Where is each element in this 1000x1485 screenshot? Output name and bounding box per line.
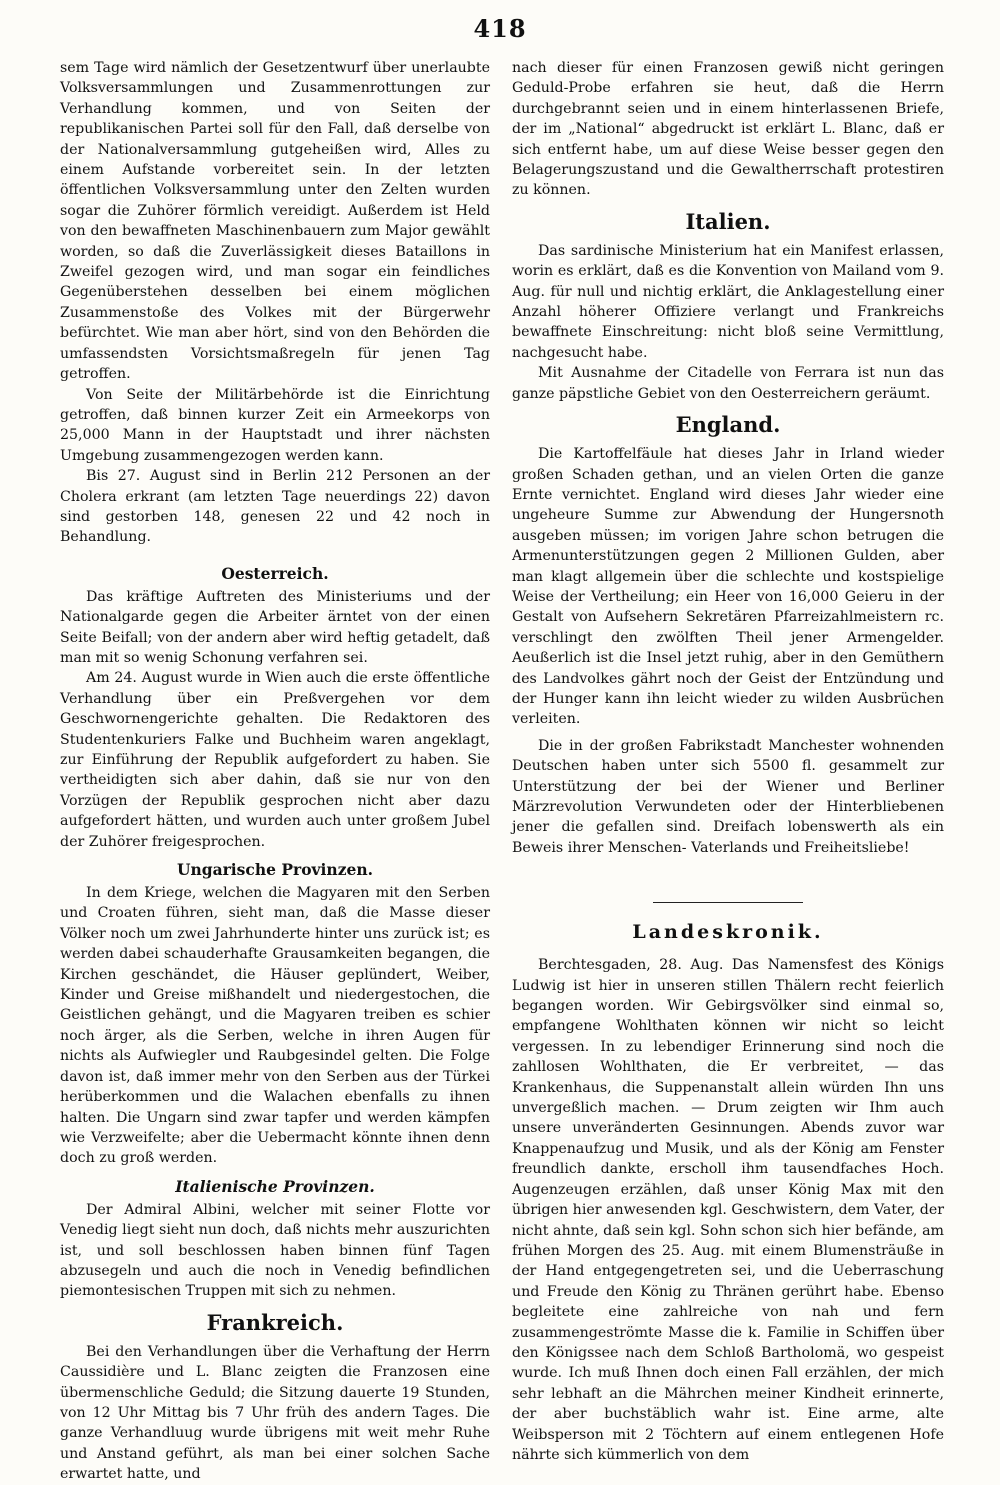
paragraph-berchtesgaden: Berchtesgaden, 28. Aug. Das Namensfest des Königs Ludwig ist hier in unseren stillen Thälern recht feierlich begangen worden. Wir Gebirgsvölker sind einmal so, empfangene Wohlthaten können wir nicht so leicht vergessen. In zu lebendiger Erinnerung sind noch die zahllosen Wohlthaten, die Er verbreitet, — das Krankenhaus, die Suppenanstalt allein würden Ihn uns unvergeßlich machen. — Drum zeigten wir Ihm auch unsere unveränderten Gesinnungen. Abends zuvor war Knappenaufzug und Musik, und als der König am Fenster freundlich dankte, erscholl ihm tausendfaches Hoch. Augenzeugen erzählen, daß unser König Max mit den übrigen hier anwesenden kgl. Geschwistern, dem Vater, der nicht ahnte, daß sein kgl. Sohn schon sich hier befände, am frühen Morgen des 25. Aug. mit einem Blumensträuße in der Hand entgegengetreten sei, und die Ueberraschung und Freude den König zu Thränen gerührt habe. Ebenso begleitete eine zahlreiche von nah und fern zusammengeströmte Masse die k. Familie in Schiffen über den Königssee nach dem Schloß Bartholomä, wo gespeist wurde. Ich muß Ihnen doch einen Fall erzählen, der mich sehr lebhaft an die Mährchen meiner Kindheit erinnerte, der aber buchstäblich wahr ist. Eine arme, alte Weibsperson mit 2 Töchtern auf einem entlegenen Hofe nährte sich kümmerlich von dem [512, 957, 944, 1463]
paragraph-geduldprobe: nach dieser für einen Franzosen gewiß nicht geringen Geduld-Probe erfahren sie heut, daß die Herrn durchgebrannt seien und in einem hinterlassenen Briefe, der im „National“ abgedruckt ist erklärt L. Blanc, daß er sich entfernt habe, um auf diese Weise besser gegen den Belagerungszustand und die Gewaltherrschaft protestiren zu können. [512, 60, 944, 199]
paragraph-admiral-albini: Der Admiral Albini, welcher mit seiner Flotte vor Venedig liegt sieht nun doch, daß nichts mehr auszurichten ist, und soll beschlossen haben binnen fünf Tagen abzusegeln und auch die noch in Venedig befindlichen piemontesischen Truppen mit sich zu nehmen. [60, 1201, 490, 1300]
paragraph-cholera: Bis 27. August sind in Berlin 212 Personen an der Cholera erkrant (am letzten Tage neuerdings 22) davon sind gestorben 148, genesen 22 und 42 noch in Behandlung. [60, 468, 490, 546]
section-divider [653, 902, 803, 903]
page-number: 418 [473, 14, 527, 43]
paragraph-volksversammlung: sem Tage wird nämlich der Gesetzentwurf über unerlaubte Volksversammlungen und Zusammenrottungen zur Verhandlung kommen, und von Seiten der republikanischen Partei soll für den Fall, daß derselbe von der Nationalversammlung gutgeheißen wird, Alles zu einem Aufstande vorbereitet sein. In der letzten öffentlichen Volksversammlung unter den Zelten wurden sogar die Zuhörer förmlich vereidigt. Außerdem ist Held von den bewaffneten Maschinenbauern zum Major gewählt worden, so daß die Zuverlässigkeit dieses Bataillons in Zweifel gezogen wird, und man sogar ein feindliches Gegenüberstehen desselben bei einem möglichen Zusammenstoße des Volkes mit der Bürgerwehr befürchtet. Wie man aber hört, sind von den Behörden die umfassendsten Vorsichtsmaßregeln für jenen Tag getroffen. [60, 60, 490, 383]
heading-landeskronik: Landeskronik. [632, 921, 824, 944]
heading-england: England. [675, 412, 781, 438]
left-column [60, 58, 490, 1485]
paragraph-verhaftung: Bei den Verhandlungen über die Verhaftung der Herrn Caussidière und L. Blanc zeigten die Franzosen eine übermenschliche Geduld; die Sitzung dauerte 19 Stunden, von 12 Uhr Mittag bis 7 Uhr früh des andern Tages. Die ganze Verhandluug wurde übrigens mit weit mehr Ruhe und Anstand geführt, als man bei einer solchen Sache erwartet hatte, und [60, 1343, 490, 1483]
paragraph-sardinisches-manifest: Das sardinische Ministerium hat ein Manifest erlassen, worin es erklärt, daß es die Konvention von Mailand vom 9. Aug. für null und nichtig erklärt, die Anklagestellung einer Anzahl höherer Offiziere verlangt und Frankreichs bewaffnete Einschreitung: nicht bloß seine Vermittlung, nachgesucht habe. [512, 242, 944, 361]
paragraph-armeekorps: Von Seite der Militärbehörde ist die Einrichtung getroffen, daß binnen kurzer Zeit ein Armeekorps von 25,000 Mann in der Hauptstadt und ihrer nächsten Umgebung zusammengezogen werden kann. [60, 386, 490, 464]
paragraph-ferrara: Mit Ausnahme der Citadelle von Ferrara ist nun das ganze päpstliche Gebiet von den Oesterreichern geräumt. [512, 365, 944, 402]
heading-italien: Italien. [685, 208, 771, 234]
heading-ungarische-provinzen: Ungarische Provinzen. [176, 860, 374, 880]
heading-oesterreich: Oesterreich. [221, 563, 329, 583]
paragraph-manchester: Die in der großen Fabrikstadt Manchester wohnenden Deutschen haben unter sich 5500 fl. gesammelt zur Unterstützung der bei der Wiener und Berliner Märzrevolution Verwundeten oder der Hinterbliebenen jener die gefallen sind. Dreifach lobenswerth als ein Beweis ihrer Menschen- Vaterlands und Freiheitsliebe! [512, 737, 944, 856]
right-column [512, 58, 944, 1465]
paragraph-kartoffelfaeule: Die Kartoffelfäule hat dieses Jahr in Irland wieder großen Schaden gethan, und an vielen Orten die ganze Ernte vernichtet. England wird dieses Jahr wieder eine ungeheure Summe zur Abwendung der Hungersnoth ausgeben müssen; im vorigen Jahre schon betrugen die Armenunterstützungen gegen 2 Millionen Gulden, aber man klagt allgemein über die schlechte und kostspielige Weise der Vertheilung; ein Heer von 16,000 Geieru in der Gestalt von Aufsehern Sekretären Pfarreizahlmeistern rc. verschlingt den zwölften Theil jener Armengelder. Aeußerlich ist die Insel jetzt ruhig, aber in den Gemüthern des Landvolkes gährt noch der Geist der Entzündung und der Hunger kann ihn leicht wieder zu wilden Ausbrüchen verleiten. [512, 446, 944, 728]
paragraph-nationalgarde: Das kräftige Auftreten des Ministeriums und der Nationalgarde gegen die Arbeiter ärntet von der einen Seite Beifall; von der andern aber wird heftig getadelt, daß man mit so wenig Schonung verfahren sei. [60, 588, 490, 666]
paragraph-pressvergehen: Am 24. August wurde in Wien auch die erste öffentliche Verhandlung über ein Preßvergehen vor dem Geschwornengerichte gehalten. Die Redaktoren des Studentenkuriers Falke und Buchheim waren angeklagt, zur Einführung der Republik aufgefordert zu haben. Sie vertheidigten sich aber dahin, daß sie nur von den Vorzügen der Republik gesprochen nicht aber dazu aufgefordert hätten, und wurden auch unter großem Jubel der Zuhörer freigesprochen. [60, 670, 490, 850]
paragraph-krieg-magyaren: In dem Kriege, welchen die Magyaren mit den Serben und Croaten führen, sieht man, daß die Masse dieser Völker noch um zwei Jahrhunderte hinter uns zurück ist; es werden dabei schauderhafte Grausamkeiten begangen, die Kirchen geschändet, die Häuser geplündert, Weiber, Kinder und Greise mißhandelt und niedergestochen, die Geistlichen gehängt, und die Magyaren treiben es schier noch ärger, als die Serben, welche in ihren Augen für nichts als Aufwiegler und Raubgesindel gelten. Die Folge davon ist, daß immer mehr von den Serben aus der Türkei herüberkommen und die Walachen ebenfalls zu ihnen halten. Die Ungarn sind zwar tapfer und werden kämpfen wie Verzweifelte; aber die Uebermacht könnte ihnen denn doch zu groß werden. [60, 885, 490, 1167]
heading-italienische-provinzen: Italienische Provinzen. [175, 1176, 375, 1196]
heading-frankreich: Frankreich. [206, 1309, 344, 1335]
